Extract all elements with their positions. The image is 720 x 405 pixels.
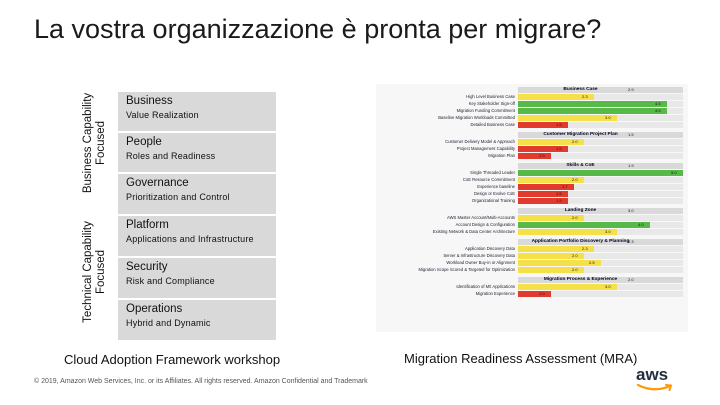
mra-row-label: AWS Master Account/Multi-Accounts — [446, 215, 515, 220]
mra-score-value: 2.0 — [572, 214, 578, 220]
mra-score-bar — [518, 229, 617, 235]
mra-score-bar — [518, 108, 667, 114]
mra-section-header — [518, 132, 683, 138]
mra-section-score: 2.0 — [628, 276, 634, 282]
mra-score-value: 2.0 — [572, 266, 578, 272]
mra-score-value: 2.0 — [572, 138, 578, 144]
mra-section — [378, 207, 688, 235]
mra-row — [378, 107, 688, 114]
mra-row-label: Migration Scope Scored & Targeted for Optimization — [418, 267, 515, 272]
mra-score-bar — [518, 222, 650, 228]
mra-row-label: Existing Network & Data Center Architecture — [432, 229, 515, 234]
mra-row-label: Single Threaded Leader — [470, 170, 515, 175]
mra-section-title: Application Portfolio Discovery & Planning — [531, 238, 630, 244]
mra-score-value: 1.0 — [539, 152, 545, 158]
mra-row-label: Migration Plan — [488, 153, 515, 158]
mra-score-bar — [518, 153, 551, 159]
mra-row — [378, 245, 688, 252]
mra-row — [378, 266, 688, 273]
mra-score-value: 4.0 — [638, 221, 644, 227]
mra-score-value: 1.0 — [539, 290, 545, 296]
mra-section-header — [518, 163, 683, 169]
slide-title: La vostra organizzazione è pronta per migrare? — [34, 14, 602, 44]
mra-row-label: Customer Delivery Model & Approach — [445, 139, 515, 144]
mra-row-label: Design or Evolve CoE — [474, 191, 515, 196]
mra-section-score: 1.5 — [628, 131, 634, 137]
mra-score-value: 5.0 — [671, 169, 677, 175]
mra-score-bar — [518, 101, 667, 107]
mra-section-score: 2.9 — [628, 86, 634, 92]
mra-score-value: 2.3 — [582, 245, 588, 251]
mra-row — [378, 176, 688, 183]
mra-row-label: Application Discovery Data — [464, 246, 515, 251]
framework-platform: Platform Applications and Infrastructure — [118, 216, 276, 256]
mra-score-bar — [518, 284, 617, 290]
mra-row — [378, 197, 688, 204]
copyright-text: © 2019, Amazon Web Services, Inc. or its Affiliates. All rights reserved. Amazon Confidential and Trademark — [34, 378, 368, 385]
mra-row — [378, 221, 688, 228]
mra-score-value: 1.5 — [556, 190, 562, 196]
mra-row-label: Migration Funding Commitment — [456, 108, 515, 113]
mra-score-value: 1.5 — [556, 197, 562, 203]
technical-capability-label: Technical Capability Focused — [82, 221, 108, 323]
mra-score-bar — [518, 291, 551, 297]
mra-assessment — [378, 86, 688, 300]
mra-score-value: 3.0 — [605, 283, 611, 289]
mra-row — [378, 183, 688, 190]
mra-section — [378, 86, 688, 128]
mra-section-title: Landing Zone — [564, 207, 597, 213]
mra-row — [378, 259, 688, 266]
mra-score-value: 1.5 — [556, 145, 562, 151]
mra-row-label: Workload Owner Buy-in or Alignment — [446, 260, 515, 265]
mra-score-value: 1.5 — [556, 121, 562, 127]
mra-row-label: Server & Infrastructure Discovery Data — [443, 253, 515, 258]
mra-score-value: 3.0 — [605, 114, 611, 120]
mra-score-value: 3.0 — [605, 228, 611, 234]
mra-row-label: CoE Resource Commitment — [462, 177, 515, 182]
mra-section-title: Business Case — [563, 86, 598, 92]
framework-security: Security Risk and Compliance — [118, 258, 276, 298]
mra-row-label: Key Stakeholder Sign-off — [468, 101, 515, 106]
mra-score-value: 4.5 — [655, 107, 661, 113]
mra-row-label: High Level Business Case — [466, 94, 515, 99]
mra-score-bar — [518, 170, 683, 176]
mra-section-score: 3.0 — [628, 207, 634, 213]
mra-section — [378, 162, 688, 204]
mra-row — [378, 228, 688, 235]
mra-section-header — [518, 87, 683, 93]
mra-section-header — [518, 208, 683, 214]
framework-business: Business Value Realization — [118, 92, 276, 131]
business-capability-label: Business Capability Focused — [82, 92, 108, 194]
mra-score-value: 2.0 — [572, 252, 578, 258]
mra-row — [378, 138, 688, 145]
mra-row — [378, 190, 688, 197]
mra-row-label: Baseline Migration Workloads Committed — [438, 115, 515, 120]
mra-score-value: 2.5 — [589, 259, 595, 265]
mra-row-label: Migration Experience — [475, 291, 515, 296]
mra-section-title: Customer Migration Project Plan — [543, 131, 618, 137]
aws-logo: aws — [636, 366, 676, 398]
mra-row — [378, 169, 688, 176]
mra-row-label: Account Design & Configuration — [455, 222, 515, 227]
mra-row — [378, 100, 688, 107]
mra-row — [378, 93, 688, 100]
mra-row — [378, 214, 688, 221]
mra-row-label: Project Management Capability — [456, 146, 515, 151]
mra-score-value: 2.0 — [572, 176, 578, 182]
mra-section-title: Skills & CoE — [566, 162, 595, 168]
mra-row-label: Experience baseline — [477, 184, 515, 189]
framework-people: People Roles and Readiness — [118, 133, 276, 172]
mra-row-label: Identification of M/I Applications — [456, 284, 515, 289]
mra-row — [378, 152, 688, 159]
mra-section-header — [518, 277, 683, 283]
mra-row — [378, 252, 688, 259]
framework-governance: Governance Prioritization and Control — [118, 174, 276, 214]
mra-score-value: 1.7 — [562, 183, 568, 189]
mra-row-label: Organizational Training — [471, 198, 515, 203]
mra-row-label: Detailed Business Case — [470, 122, 515, 127]
mra-section — [378, 131, 688, 159]
mra-score-value: 2.3 — [582, 93, 588, 99]
mra-row — [378, 145, 688, 152]
mra-row — [378, 121, 688, 128]
mra-row — [378, 283, 688, 290]
caption-mra: Migration Readiness Assessment (MRA) — [404, 351, 638, 366]
framework-operations: Operations Hybrid and Dynamic — [118, 300, 276, 340]
caption-workshop: Cloud Adoption Framework workshop — [64, 352, 281, 367]
mra-section — [378, 238, 688, 273]
mra-row — [378, 114, 688, 121]
mra-section — [378, 276, 688, 297]
mra-score-bar — [518, 115, 617, 121]
mra-section-score: 2.3 — [628, 238, 634, 244]
mra-section-title: Migration Process & Experience — [543, 276, 618, 282]
mra-row — [378, 290, 688, 297]
mra-score-value: 4.5 — [655, 100, 661, 106]
mra-section-score: 1.9 — [628, 162, 634, 168]
mra-section-header — [518, 239, 683, 245]
